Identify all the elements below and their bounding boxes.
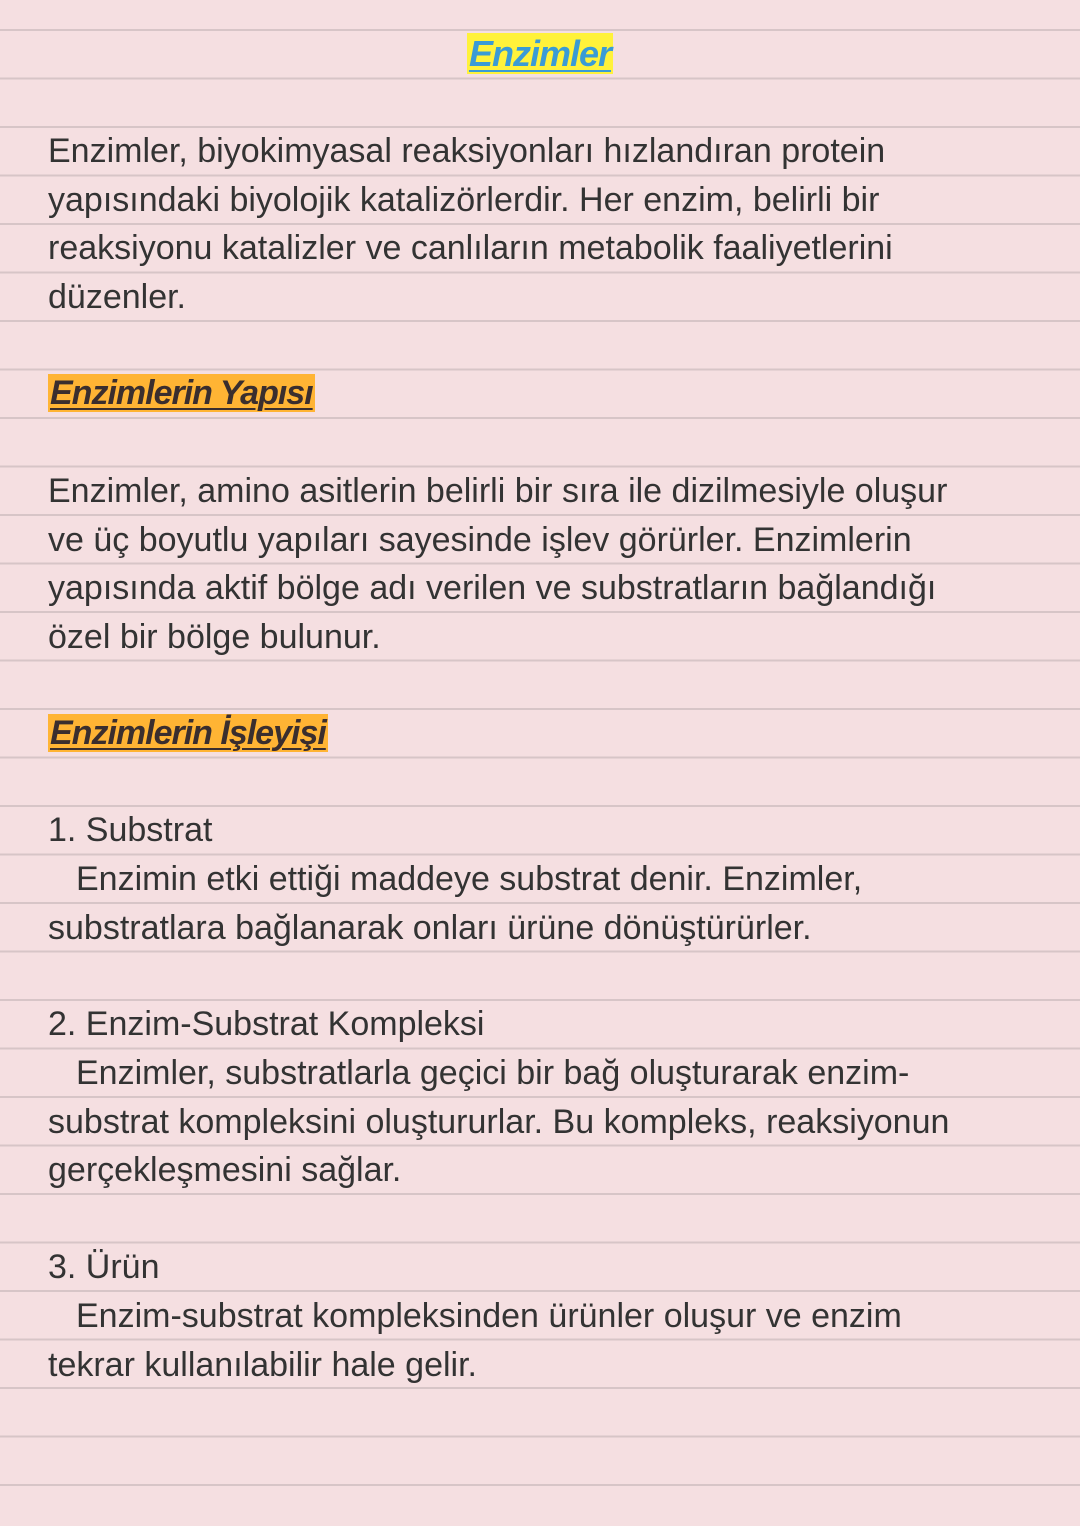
item-body-complex — [48, 1049, 1038, 1195]
structure-line: özel bir bölge bulunur. — [48, 617, 381, 656]
intro-line: yapısındaki biyolojik katalizörlerdir. Her enzim, belirli bir — [48, 180, 880, 219]
item-body-substrate — [48, 855, 1038, 952]
structure-line: yapısında aktif bölge adı verilen ve substratların bağlandığı — [48, 569, 937, 607]
item-title-substrate: 1. Substrat — [48, 811, 213, 849]
page-title — [0, 30, 1080, 78]
item-line: Enzimin etki ettiği maddeye substrat denir. Enzimler, — [76, 860, 863, 898]
section-heading-function-text: Enzimlerin İşleyişi — [50, 714, 326, 752]
section-heading-structure-text: Enzimlerin Yapısı — [50, 374, 313, 412]
item-title-product: 3. Ürün — [48, 1248, 160, 1286]
page-title-text: Enzimler — [468, 33, 612, 74]
item-line: substratlara bağlanarak onları ürüne dönüştürürler. — [48, 908, 812, 947]
structure-paragraph — [48, 467, 1038, 661]
structure-line: ve üç boyutlu yapıları sayesinde işlev görürler. Enzimlerin — [48, 520, 912, 559]
intro-line: düzenler. — [48, 277, 186, 316]
item-line: Enzim-substrat kompleksinden ürünler oluşur ve enzim — [76, 1297, 902, 1335]
intro-paragraph — [48, 127, 1038, 321]
intro-line: Enzimler, biyokimyasal reaksiyonları hızlandıran protein — [48, 132, 886, 170]
item-line: substrat kompleksini oluştururlar. Bu kompleks, reaksiyonun — [48, 1102, 950, 1141]
item-body-product — [48, 1292, 1038, 1389]
section-heading-function — [48, 710, 328, 756]
item-title-complex: 2. Enzim-Substrat Kompleksi — [48, 1005, 485, 1043]
section-heading-structure — [48, 370, 315, 416]
intro-line: reaksiyonu katalizler ve canlıların metabolik faaliyetlerini — [48, 229, 893, 267]
item-line: gerçekleşmesini sağlar. — [48, 1151, 402, 1189]
item-line: Enzimler, substratlarla geçici bir bağ oluşturarak enzim- — [76, 1054, 910, 1092]
item-line: tekrar kullanılabilir hale gelir. — [48, 1345, 477, 1384]
structure-line: Enzimler, amino asitlerin belirli bir sıra ile dizilmesiyle oluşur — [48, 472, 948, 510]
